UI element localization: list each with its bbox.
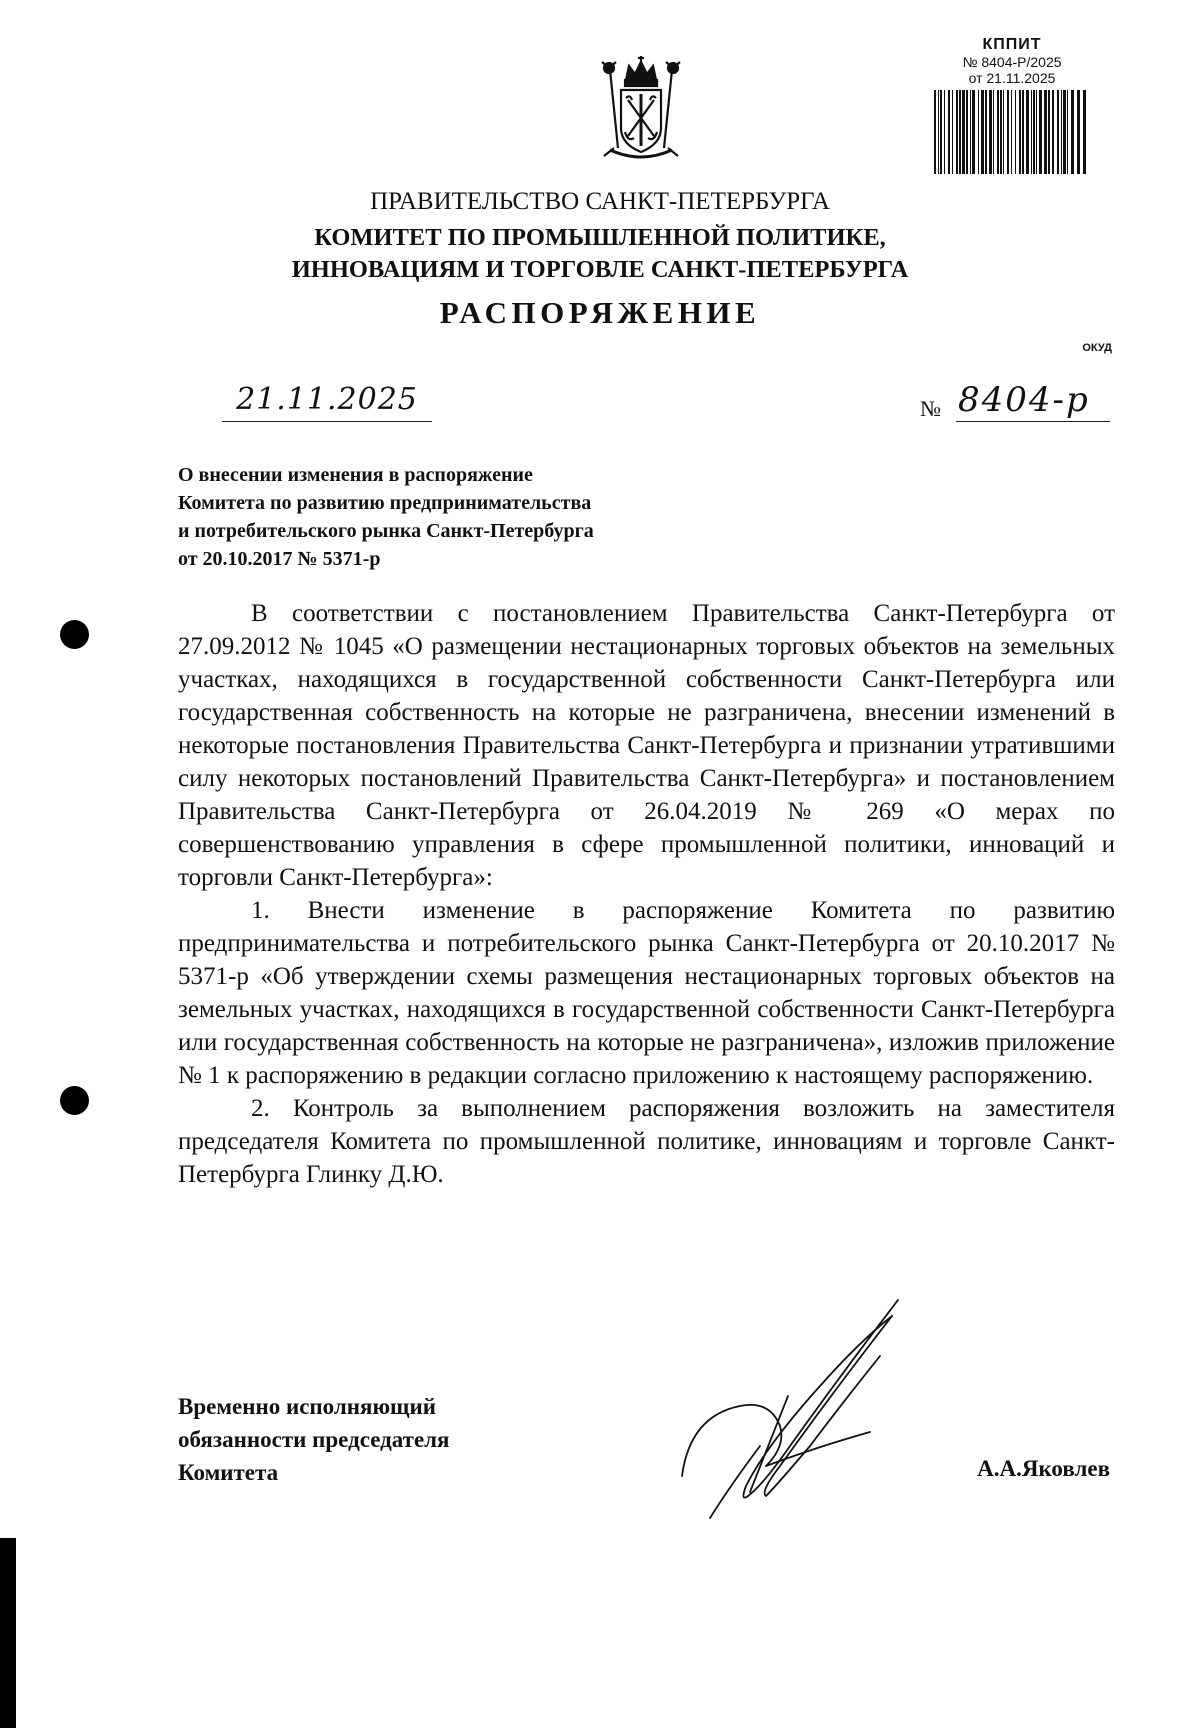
barcode-bar — [1003, 90, 1004, 174]
barcode-bar — [966, 90, 968, 174]
barcode-bar — [962, 90, 965, 174]
barcode-bar — [938, 90, 939, 174]
barcode-bar — [1077, 90, 1080, 174]
subject-line: Комитета по развитию предпринимательства — [178, 492, 592, 514]
barcode-bar — [978, 90, 979, 174]
committee-name-line2: ИННОВАЦИЯМ И ТОРГОВЛЕ САНКТ-ПЕТЕРБУРГА — [291, 256, 909, 283]
barcode-bar — [1052, 90, 1054, 174]
number-underline — [956, 421, 1110, 422]
barcode-bar — [934, 90, 936, 174]
barcode-bar — [952, 90, 953, 174]
signer-position-line: Комитета — [178, 1460, 279, 1485]
barcode-bar — [1057, 90, 1059, 174]
government-name: ПРАВИТЕЛЬСТВО САНКТ-ПЕТЕРБУРГА — [370, 188, 830, 215]
barcode-bar — [1015, 90, 1016, 174]
barcode-bar — [1063, 90, 1066, 174]
date-underline — [222, 421, 432, 422]
subject-line: от 20.10.2017 № 5371-р — [178, 548, 381, 570]
subject-line: и потребительского рынка Санкт-Петербурга — [178, 520, 594, 542]
barcode-bar — [985, 90, 987, 174]
punch-hole-mark — [60, 1086, 89, 1115]
signer-position-line: обязанности председателя — [178, 1427, 450, 1452]
barcode-bar — [1067, 90, 1068, 174]
barcode-bar — [1036, 90, 1037, 174]
document-subject — [178, 461, 738, 573]
emblem-icon — [596, 52, 686, 164]
document-body — [178, 597, 1115, 1191]
scan-edge-mark — [0, 1538, 16, 1728]
handwritten-signature — [670, 1296, 910, 1536]
barcode-icon — [934, 90, 1090, 174]
barcode-bar — [1039, 90, 1042, 174]
signature-icon — [670, 1296, 910, 1536]
body-item-2: 2. Контроль за выполнением распоряжения возложить на заместителя председателя Комитета по промышленной политике, инновациям и торговле Санкт-Петербурга Глинку Д.Ю. — [178, 1095, 1115, 1188]
barcode-bar — [970, 90, 971, 174]
stamp-date: от 21.11.2025 — [968, 70, 1056, 86]
barcode-bar — [1044, 90, 1047, 174]
barcode-bar — [948, 90, 950, 174]
document-date-value: 21.11.2025 — [236, 382, 418, 417]
barcode-bar — [940, 90, 942, 174]
document-type-title: РАСПОРЯЖЕНИЕ — [439, 295, 761, 330]
stamp-title: КППИТ — [982, 36, 1042, 53]
barcode-bar — [993, 90, 994, 174]
barcode-bar — [1000, 90, 1002, 174]
barcode-bar — [1007, 90, 1009, 174]
okud-label: ОКУД — [1082, 342, 1112, 354]
body-preamble: В соответствии с постановлением Правительства Санкт-Петербурга от 27.09.2012 № 1045 «О размещении нестационарных торговых объектов на земельных участках, находящихся в государственной собственности Санкт-Петербурга или государственная собственность на которые не разграничена, внесении изменений в некоторые постановления Правительства Санкт-Петербурга и признании утратившими силу некоторых постановлений Правительства Санкт-Петербурга» и постановлением Правительства Санкт-Петербурга от 26.04.2019 № 269 «О мерах по совершенствованию управления в сфере промышленной политики, инноваций и торговли Санкт-Петербурга»: — [178, 600, 1115, 891]
barcode-bar — [981, 90, 984, 174]
barcode-bar — [1022, 90, 1024, 174]
barcode-bar — [972, 90, 975, 174]
barcode-bar — [997, 90, 999, 174]
barcode-bar — [944, 90, 945, 174]
number-sign: № — [920, 396, 941, 421]
document-number — [920, 376, 1110, 422]
document-date — [222, 382, 432, 422]
barcode-bar — [1071, 90, 1074, 174]
coat-of-arms-emblem — [596, 52, 686, 164]
barcode-bar — [1033, 90, 1035, 174]
document-number-value: 8404-р — [958, 380, 1090, 420]
committee-name-line1: КОМИТЕТ ПО ПРОМЫШЛЕННОЙ ПОЛИТИКЕ, — [314, 224, 886, 251]
subject-line: О внесении изменения в распоряжение — [178, 464, 533, 486]
barcode-bar — [956, 90, 958, 174]
barcode-bar — [1026, 90, 1029, 174]
barcode-bar — [1083, 90, 1086, 174]
barcode-bar — [1048, 90, 1050, 174]
stamp-number: № 8404-Р/2025 — [962, 54, 1062, 70]
barcode-bar — [1019, 90, 1021, 174]
signer-position — [178, 1390, 450, 1489]
body-item-1: 1. Внести изменение в распоряжение Комитета по развитию предпринимательства и потребительского рынка Санкт-Петербурга от 20.10.2017 № 5371-р «Об утверждении схемы размещения нестационарных торговых объектов на земельных участках, находящихся в государственной собственности Санкт-Петербурга или государственная собственность на которые не разграничена», изложив приложение № 1 к распоряжению в редакции согласно приложению к настоящему распоряжению. — [178, 897, 1115, 1089]
signer-position-line: Временно исполняющий — [178, 1394, 436, 1419]
barcode-bar — [989, 90, 992, 174]
punch-hole-mark — [60, 620, 89, 649]
barcode-bar — [1061, 90, 1062, 174]
barcode-bar — [959, 90, 961, 174]
barcode-bar — [1031, 90, 1032, 174]
registration-stamp — [932, 36, 1092, 174]
barcode-bar — [1011, 90, 1012, 174]
signer-name: А.А.Яковлев — [977, 1456, 1110, 1481]
